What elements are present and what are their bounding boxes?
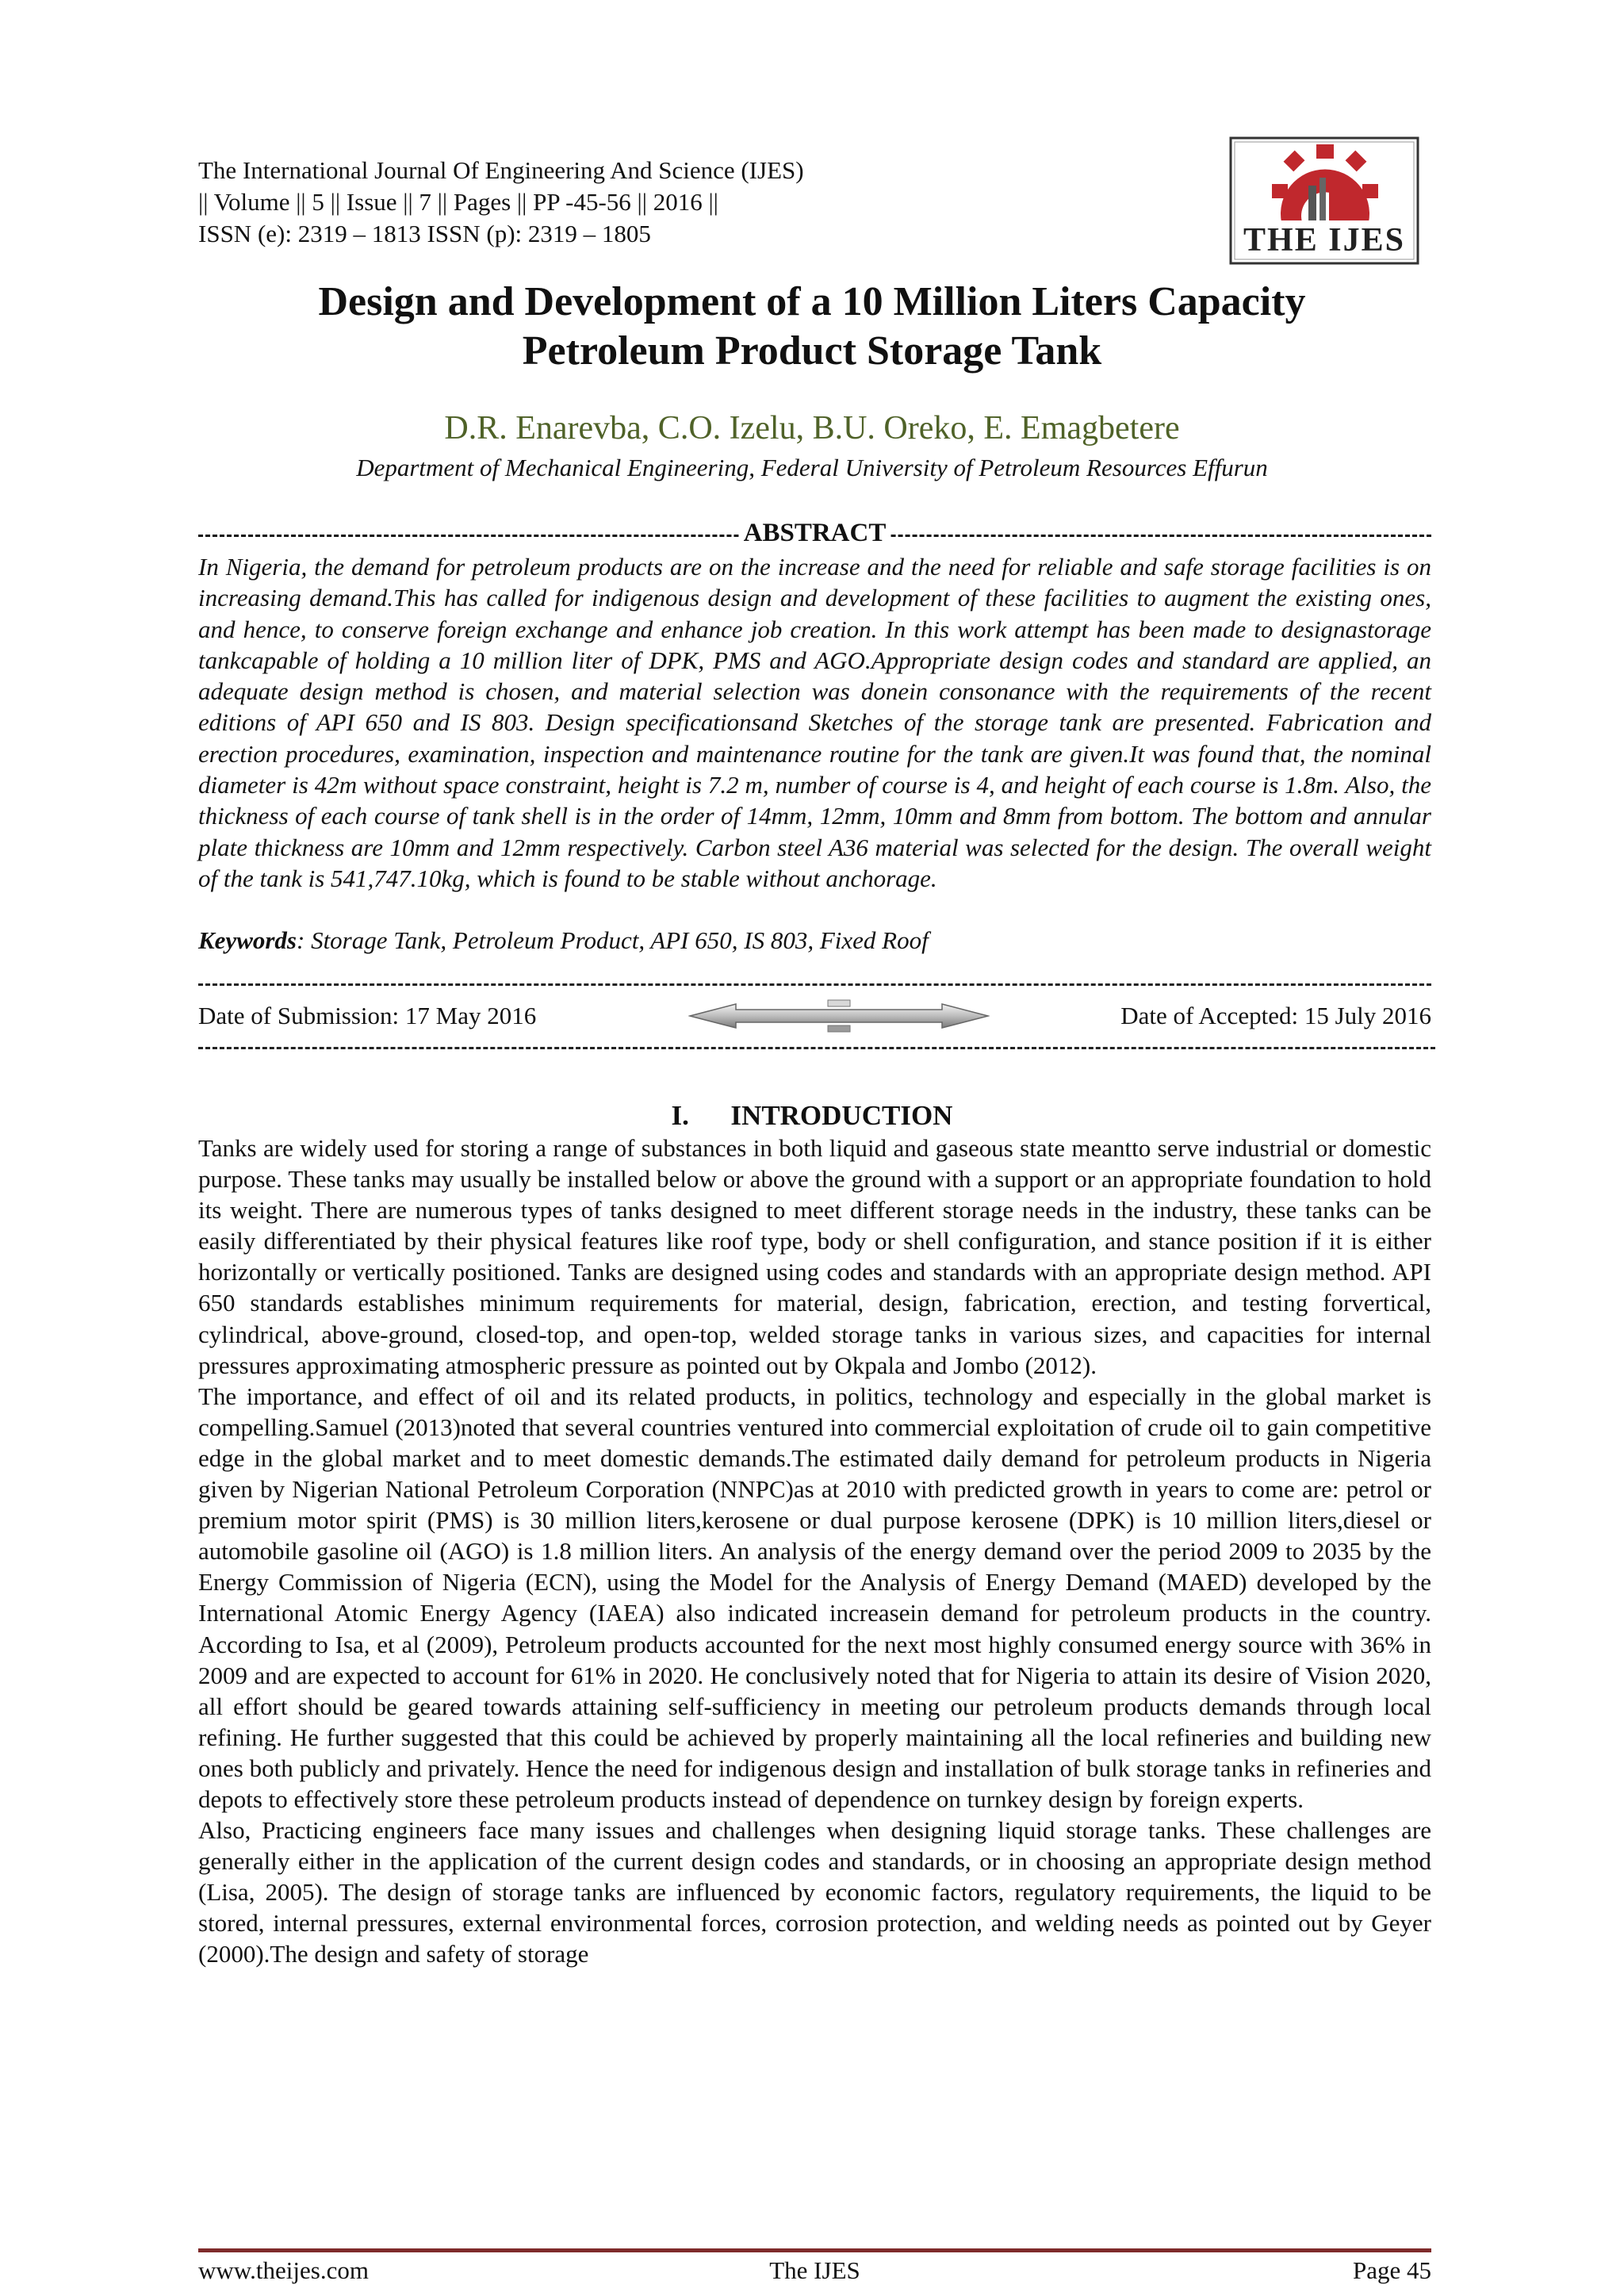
paper-title	[119, 278, 1505, 376]
footer-journal: The IJES	[769, 2256, 860, 2284]
intro-paragraph-1: Tanks are widely used for storing a range of substances in both liquid and gaseous state meantto serve industrial or domestic purpose. These tanks may usually be installed below or above the ground with a support or an appropriate foundation to hold its weight. There are numerous types of tanks designed to meet different storage needs in the industry, these tanks can be easily differentiated by their physical features like roof type, body or shell configuration, and stance position if it is either horizontally or vertically positioned. Tanks are designed using codes and standards with an appropriate design method. API 650 standards establishes minimum requirements for material, design, fabrication, erection, and testing forvertical, cylindrical, above-ground, closed-top, and open-top, welded storage tanks in various sizes, and capacities for internal pressures approximating atmospheric pressure as pointed out by Okpala and Jombo (2012).	[198, 1134, 1431, 1379]
volume-line: || Volume || 5 || Issue || 7 || Pages || PP -45-56 || 2016 ||	[198, 188, 718, 216]
abstract-text: In Nigeria, the demand for petroleum products are on the increase and the need for reliable and safe storage facilities is on increasing demand.This has called for indigenous design and development of these facilities to augment the existing ones, and hence, to conserve foreign exchange and enhance job creation. In this work attempt has been made to designastorage tankcapable of holding a 10 million liter of DPK, PMS and AGO.Appropriate design codes and standard are applied, an adequate design method is chosen, and material selection was donein consonance with the requirements of the recent editions of API 650 and IS 803. Design specificationsand Sketches of the storage tank are presented. Fabrication and erection procedures, examination, inspection and maintenance routine for the tank are given.It was found that, the nominal diameter is 42m without space constraint, height is 7.2 m, number of course is 4, and height of each course is 1.8m. Also, the thickness of each course of tank shell is in the order of 14mm, 12mm, 10mm and 8mm from bottom. The bottom and annular plate thickness are 10mm and 12mm respectively. Carbon steel A36 material was selected for the design. The overall weight of the tank is 541,747.10kg, which is found to be stable without anchorage.	[198, 553, 1431, 892]
abstract-heading-row	[198, 517, 1431, 549]
intro-paragraph-2: The importance, and effect of oil and its related products, in politics, technology and especially in the global market is compelling.Samuel (2013)noted that several countries ventured into commercial exploitation of crude oil to gain competitive edge in the global market and to meet domestic demands.The estimated daily demand for petroleum products in Nigeria given by Nigerian National Petroleum Corporation (NNPC)as at 2010 with predicted growth in years to come are: petrol or premium motor spirit (PMS) is 30 million liters,kerosene or dual purpose kerosene (DPK) is 10 million liters,diesel or automobile gasoline oil (AGO) is 1.8 million liters. An analysis of the energy demand over the period 2009 to 2035 by the Energy Commission of Nigeria (ECN), using the Model for the Analysis of Energy Demand (MAED) developed by the International Atomic Energy Agency (IAEA) also indicated increasein demand for petroleum products in the country. According to Isa, et al (2009), Petroleum products accounted for the next most highly consumed energy source with 36% in 2009 and are expected to account for 61% in 2020. He conclusively noted that for Nigeria to attain its desire of Vision 2020, all effort should be geared towards attaining self-sufficiency in meeting our petroleum products demands through local refining. He further suggested that this could be achieved by properly maintaining all the local refineries and building new ones both publicly and privately. Hence the need for indigenous design and installation of bulk storage tanks in refineries and depots to effectively store these petroleum products instead of dependence on turnkey design by foreign experts.	[198, 1382, 1431, 1813]
intro-paragraph-3: Also, Practicing engineers face many issues and challenges when designing liquid storage tanks. These challenges are generally either in the application of the current design codes and standards, or in choosing an appropriate design method (Lisa, 2005). The design of storage tanks are influenced by economic factors, regulatory requirements, the liquid to be stored, internal pressures, external environmental forces, corrosion protection, and welding needs as pointed out by Geyer (2000).The design and safety of storage	[198, 1816, 1431, 1968]
abstract-heading: ABSTRACT	[741, 519, 890, 547]
ijes-logo	[1229, 136, 1419, 265]
dates-row	[198, 998, 1431, 1033]
double-arrow-icon	[688, 998, 990, 1033]
journal-name: The International Journal Of Engineering And Science (IJES)	[198, 156, 804, 184]
logo-text: THE IJES	[1243, 222, 1405, 259]
submission-date: Date of Submission: 17 May 2016	[198, 1002, 537, 1029]
accepted-date: Date of Accepted: 15 July 2016	[1120, 1002, 1431, 1029]
affiliation: Department of Mechanical Engineering, Federal University of Petroleum Resources Effurun	[356, 454, 1268, 481]
footer-rule	[198, 2248, 1431, 2252]
authors: D.R. Enarevba, C.O. Izelu, B.U. Oreko, E. Emagbetere	[444, 410, 1180, 447]
title-line-2: Petroleum Product Storage Tank	[522, 328, 1102, 374]
divider-bottom	[198, 1047, 1435, 1049]
footer-website: www.theijes.com	[198, 2256, 369, 2284]
keywords	[198, 925, 1431, 956]
title-line-1: Design and Development of a 10 Million Liters Capacity	[318, 279, 1306, 324]
journal-header	[198, 155, 1110, 250]
keywords-list: : Storage Tank, Petroleum Product, API 650, IS 803, Fixed Roof	[297, 926, 929, 954]
keywords-label: Keywords	[198, 926, 297, 954]
footer-page-number: Page 45	[1352, 2256, 1431, 2284]
section-heading-introduction: I. INTRODUCTION	[671, 1100, 953, 1131]
divider-top	[198, 983, 1431, 986]
issn-line: ISSN (e): 2319 – 1813 ISSN (p): 2319 – 1805	[198, 220, 651, 247]
introduction-body	[198, 1133, 1431, 1970]
page-footer	[198, 2255, 1431, 2290]
